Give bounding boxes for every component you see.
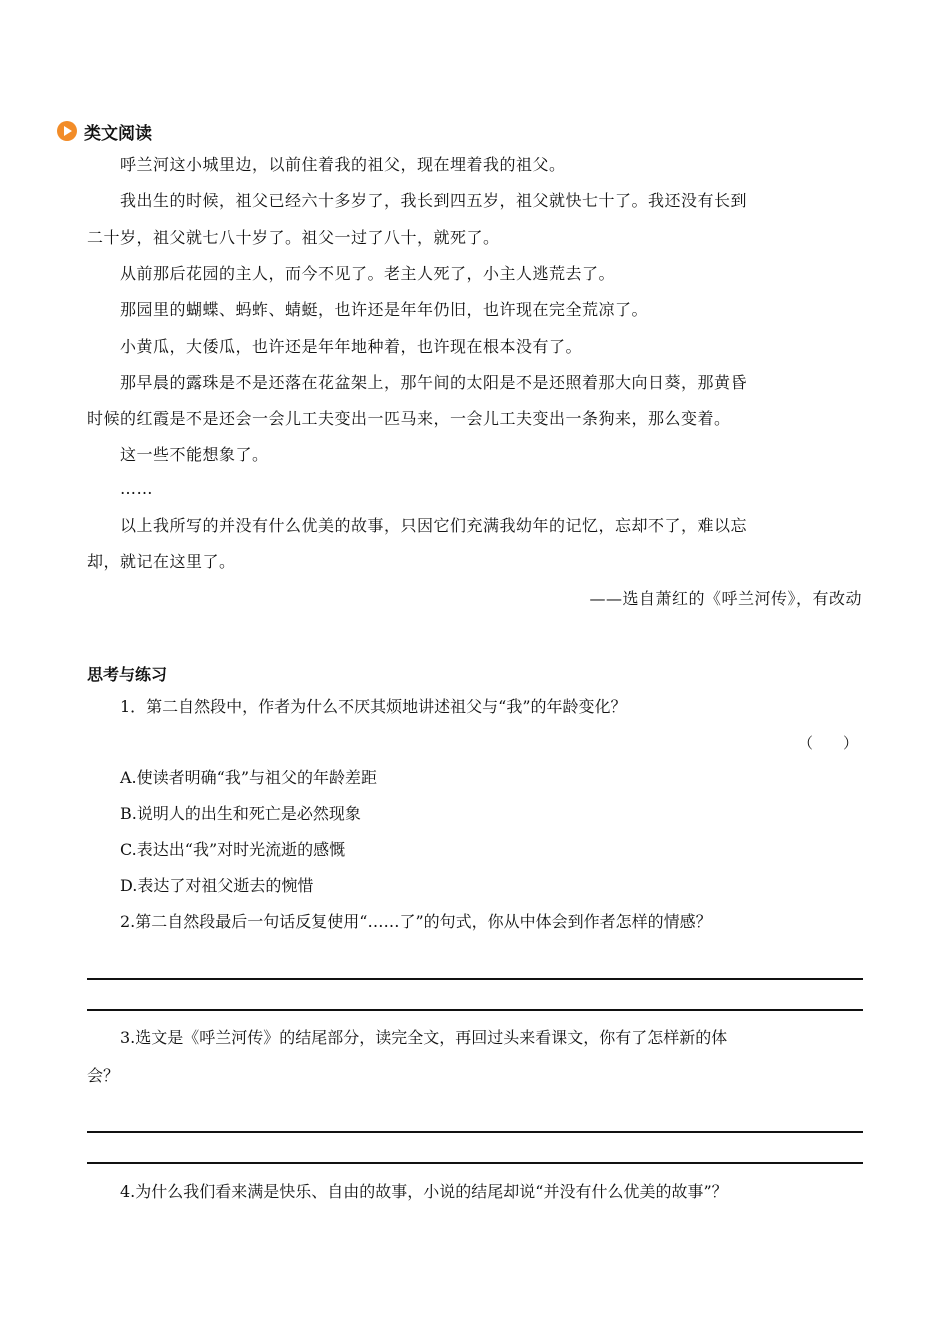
passage-line: 却，就记在这里了。 (87, 552, 236, 571)
play-icon (56, 120, 78, 142)
passage-line: 从前那后花园的主人，而今不见了。老主人死了，小主人逃荒去了。 (120, 264, 616, 283)
question-2: 2.第二自然段最后一句话反复使用“……了”的句式，你从中体会到作者怎样的情感？ (120, 912, 712, 931)
answer-bracket[interactable]: （ ） (798, 734, 859, 752)
question-3: 3.选文是《呼兰河传》的结尾部分，读完全文，再回过头来看课文，你有了怎样新的体 (120, 1028, 728, 1047)
question-4: 4.为什么我们看来满是快乐、自由的故事，小说的结尾却说“并没有什么优美的故事”？ (120, 1182, 728, 1201)
passage-line: 这一些不能想象了。 (120, 445, 269, 464)
passage-line: 那早晨的露珠是不是还落在花盆架上，那午间的太阳是不是还照着那大向日葵，那黄昏 (120, 373, 748, 392)
option-b: B.说明人的出生和死亡是必然现象 (120, 804, 361, 823)
passage-line: 那园里的蝴蝶、蚂蚱、蜻蜓，也许还是年年仍旧，也许现在完全荒凉了。 (120, 300, 649, 319)
question-1: 1．第二自然段中，作者为什么不厌其烦地讲述祖父与“我”的年龄变化？ (120, 697, 627, 716)
passage-ellipsis: …… (120, 479, 153, 498)
answer-line[interactable] (87, 1131, 863, 1133)
passage-line: 时候的红霞是不是还会一会儿工夫变出一匹马来，一会儿工夫变出一条狗来，那么变着。 (87, 409, 731, 428)
answer-line[interactable] (87, 1162, 863, 1164)
section-title: 类文阅读 (84, 123, 152, 144)
question-3-cont: 会？ (87, 1066, 120, 1085)
passage-line: 呼兰河这小城里边，以前住着我的祖父，现在埋着我的祖父。 (120, 155, 566, 174)
option-c: C.表达出“我”对时光流逝的感慨 (120, 840, 346, 859)
option-a: A.使读者明确“我”与祖父的年龄差距 (120, 768, 378, 787)
section-heading (56, 118, 152, 144)
passage-source: ——选自萧红的《呼兰河传》，有改动 (589, 589, 862, 608)
answer-line[interactable] (87, 1009, 863, 1011)
exercise-title: 思考与练习 (87, 665, 168, 684)
passage-line: 二十岁，祖父就七八十岁了。祖父一过了八十，就死了。 (87, 228, 500, 247)
passage-line: 小黄瓜，大倭瓜，也许还是年年地种着，也许现在根本没有了。 (120, 337, 583, 356)
passage-line: 以上我所写的并没有什么优美的故事，只因它们充满我幼年的记忆，忘却不了，难以忘 (120, 516, 748, 535)
option-d: D.表达了对祖父逝去的惋惜 (120, 876, 314, 895)
answer-line[interactable] (87, 978, 863, 980)
passage-line: 我出生的时候，祖父已经六十多岁了，我长到四五岁，祖父就快七十了。我还没有长到 (120, 191, 748, 210)
